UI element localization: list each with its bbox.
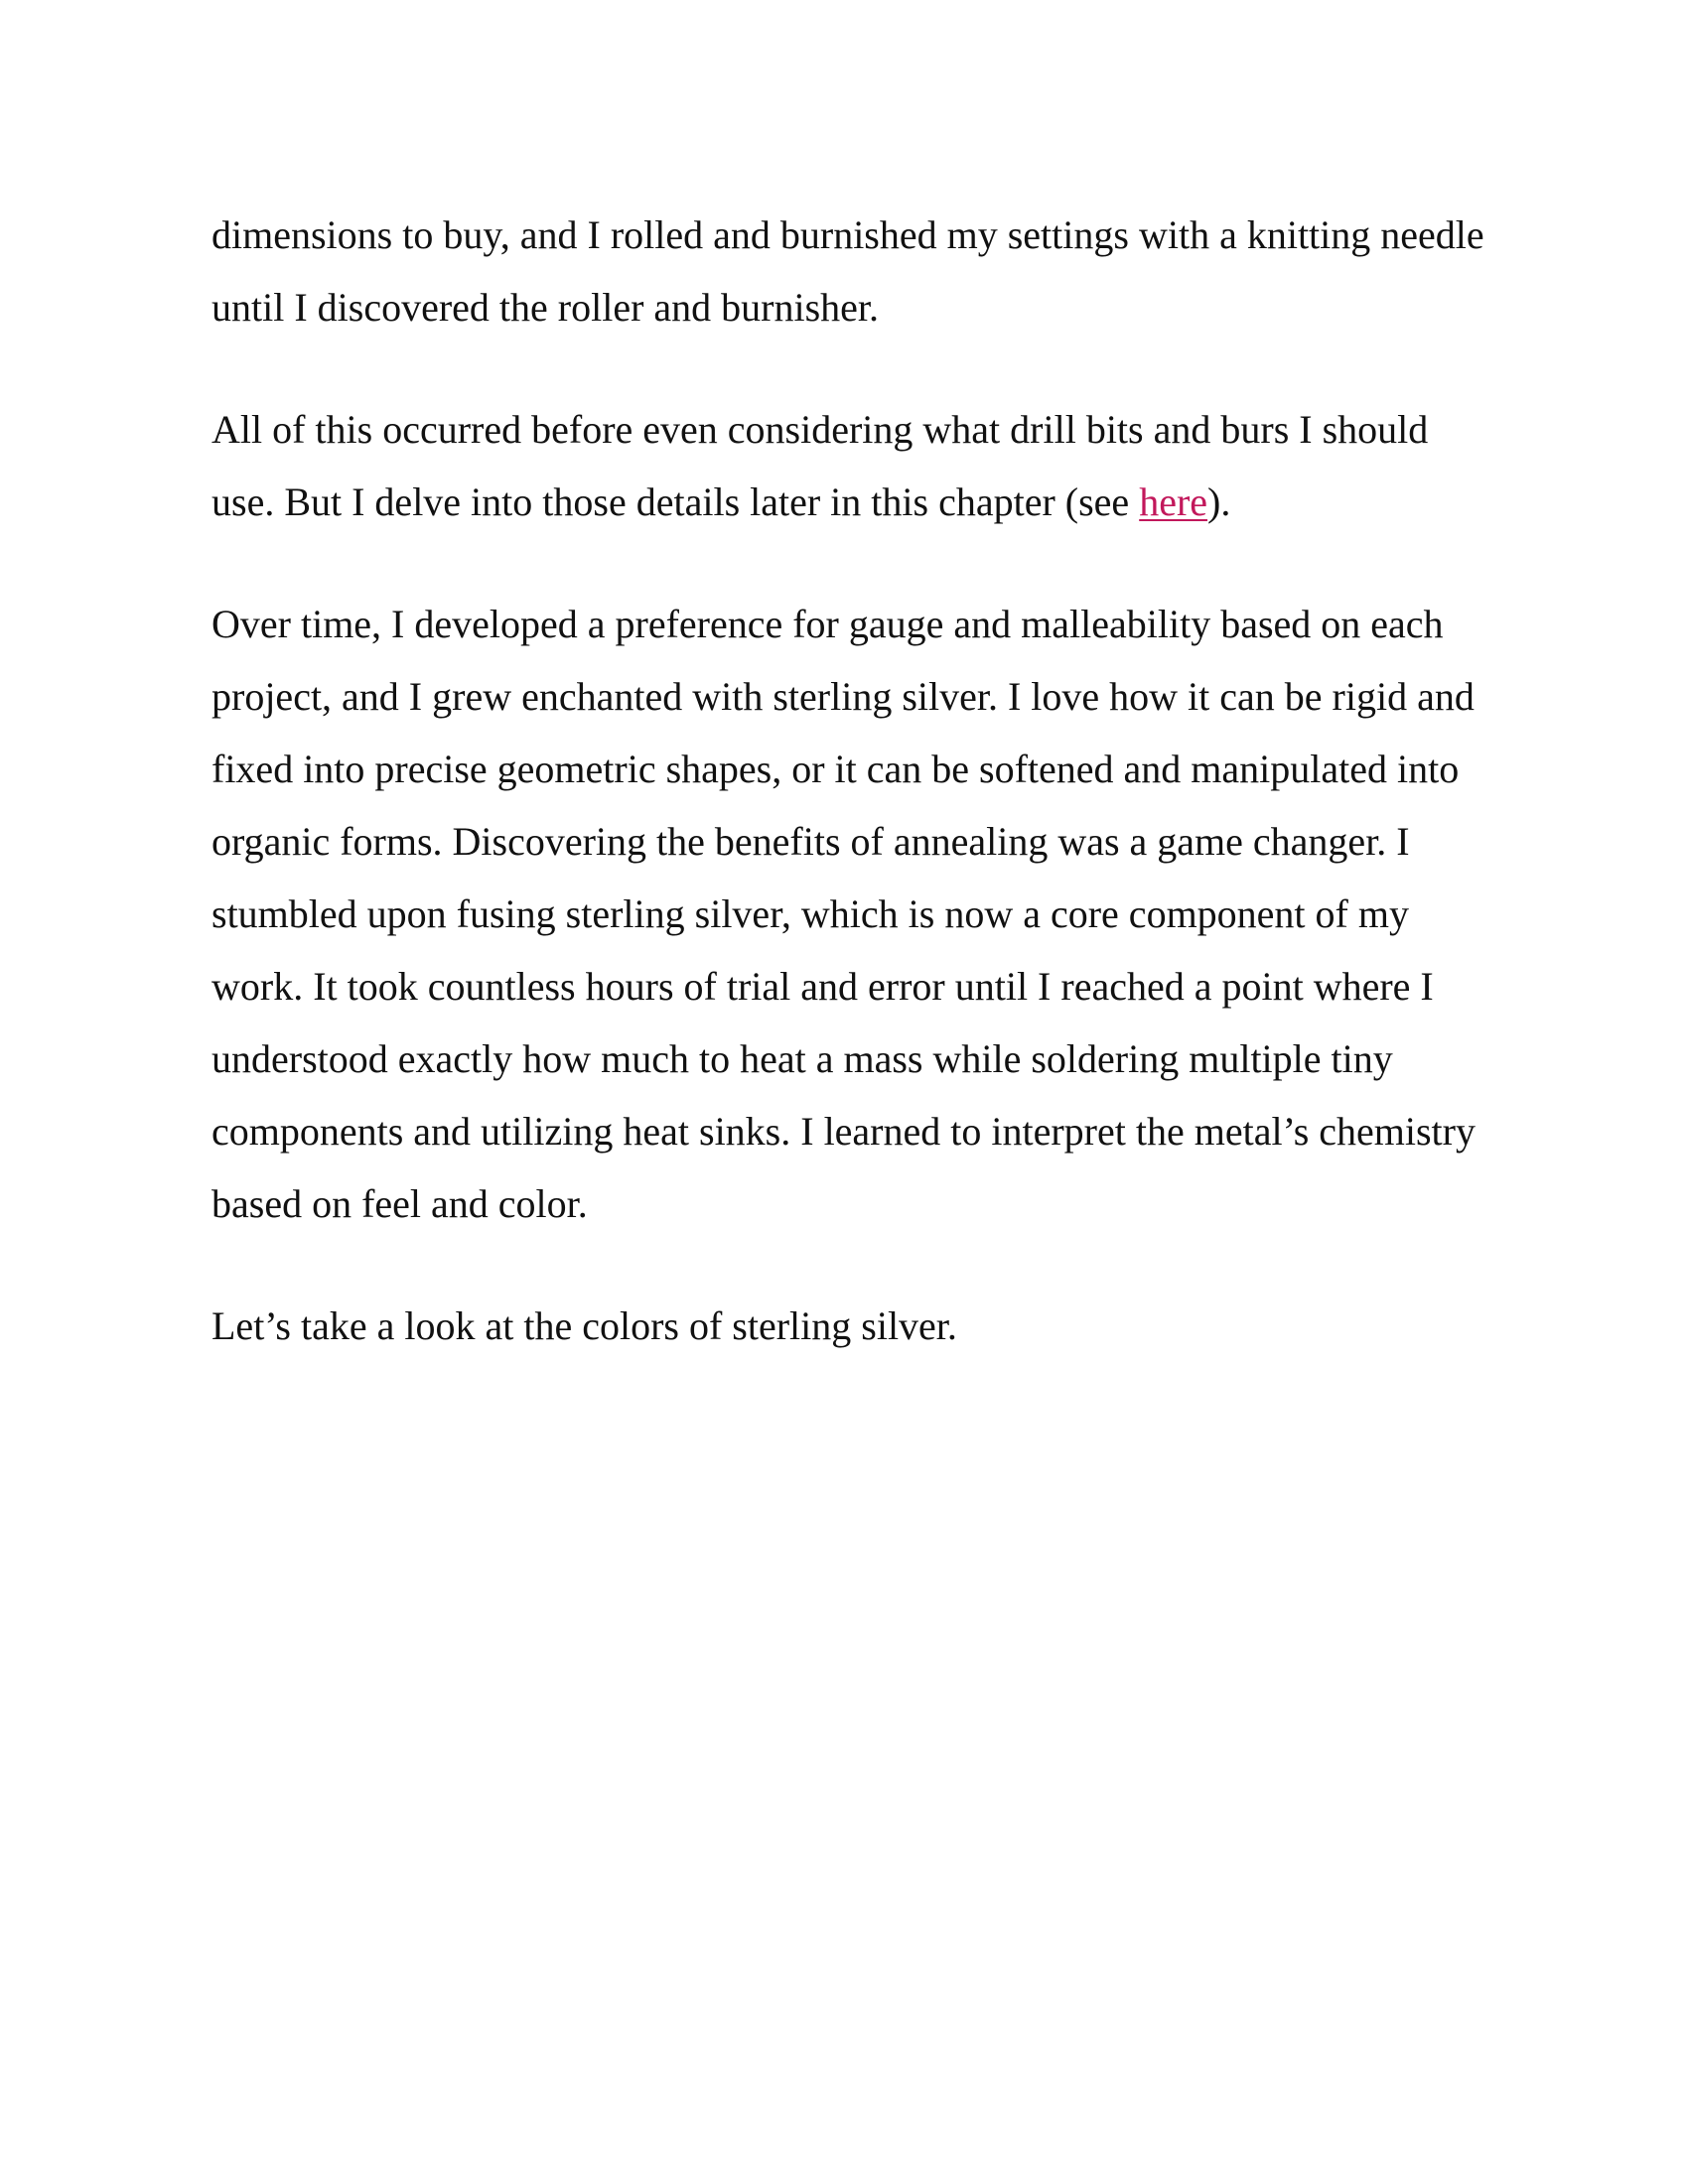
paragraph-2: [211, 393, 1492, 538]
here-link[interactable]: here: [1139, 479, 1208, 524]
paragraph-2-text-after: ).: [1207, 479, 1231, 524]
paragraph-3: Over time, I developed a preference for gauge and malleability based on each project, and I grew enchanted with sterling silver. I love how it can be rigid and fixed into precise geometric shapes, or it can be softened and manipulated into organic forms. Discovering the benefits of annealing was a game changer. I stumbled upon fusing sterling silver, which is now a core component of my work. It took countless hours of trial and error until I reached a point where I understood exactly how much to heat a mass while soldering multiple tiny components and utilizing heat sinks. I learned to interpret the metal’s chemistry based on feel and color.: [211, 602, 1476, 1226]
paragraph-1: dimensions to buy, and I rolled and burnished my settings with a knitting needle until I discovered the roller and burnisher.: [211, 212, 1484, 330]
body-text: [211, 199, 1492, 1412]
paragraph-2-text-before: All of this occurred before even considering what drill bits and burs I should use. But I delve into those details later in this chapter (see: [211, 407, 1429, 524]
paragraph-4: Let’s take a look at the colors of sterling silver.: [211, 1303, 957, 1348]
